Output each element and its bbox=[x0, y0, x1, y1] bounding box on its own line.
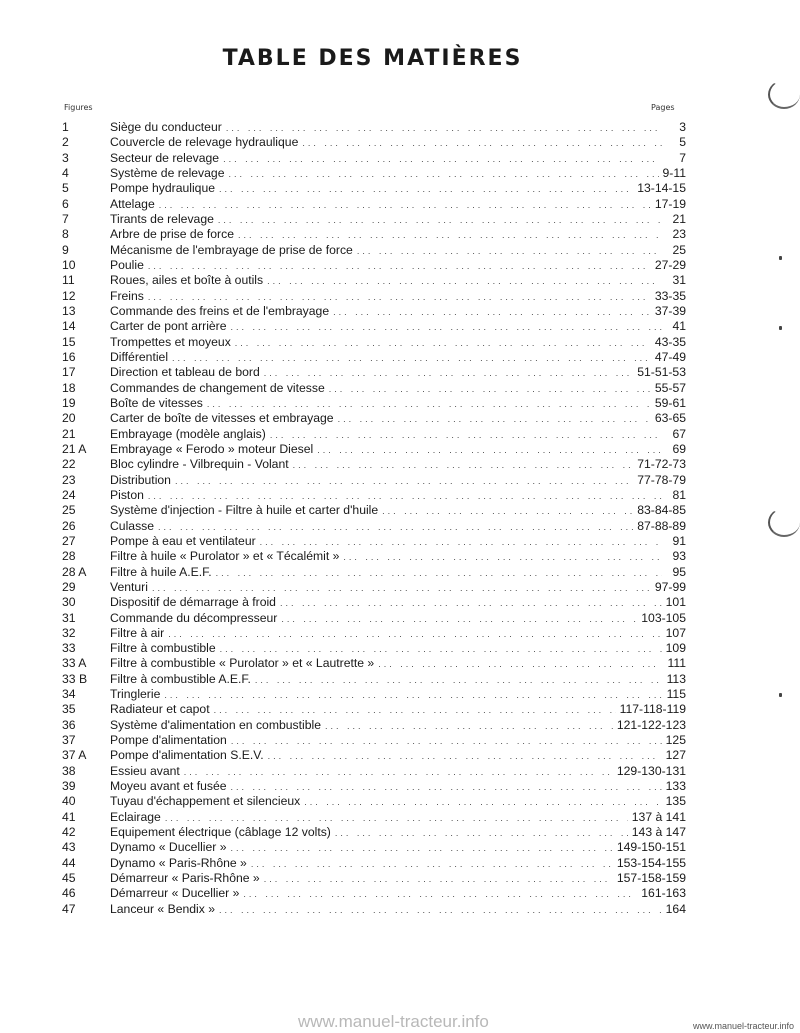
dot-leader bbox=[226, 121, 662, 136]
dot-leader bbox=[268, 749, 662, 764]
dot-leader bbox=[164, 688, 662, 703]
figures-column-header: Figures bbox=[64, 103, 93, 112]
page-number: 107 bbox=[665, 625, 686, 640]
page-number: 111 bbox=[667, 656, 686, 671]
figure-number: 46 bbox=[62, 886, 76, 901]
dot-leader bbox=[214, 703, 616, 718]
dot-leader bbox=[260, 535, 662, 550]
toc-row bbox=[62, 473, 686, 488]
entry-label: Embrayage « Ferodo » moteur Diesel bbox=[110, 441, 314, 456]
toc-row bbox=[62, 886, 686, 901]
page-number: 25 bbox=[672, 242, 686, 257]
figure-number: 34 bbox=[62, 687, 76, 702]
toc-row bbox=[62, 871, 686, 886]
figure-number: 45 bbox=[62, 871, 76, 886]
figure-number: 35 bbox=[62, 702, 76, 717]
toc-row bbox=[62, 856, 686, 871]
page-number: 113 bbox=[666, 671, 686, 686]
toc-row bbox=[62, 243, 686, 258]
figure-number: 28 bbox=[62, 549, 76, 564]
figure-number: 21 bbox=[62, 426, 76, 441]
dot-leader bbox=[152, 581, 651, 596]
figure-number: 7 bbox=[62, 211, 69, 226]
footer-url: www.manuel-tracteur.info bbox=[692, 1021, 794, 1031]
page-number: 41 bbox=[672, 319, 686, 334]
figure-number: 33 B bbox=[62, 671, 88, 686]
entry-label: Commande du décompresseur bbox=[110, 610, 278, 625]
entry-label: Trompettes et moyeux bbox=[110, 334, 231, 349]
figure-number: 37 bbox=[62, 733, 76, 748]
entry-label: Filtre à combustible bbox=[110, 641, 216, 656]
figure-number: 25 bbox=[62, 503, 76, 518]
page-number: 43-35 bbox=[654, 334, 686, 349]
figure-number: 23 bbox=[62, 472, 76, 487]
page-number: 63-65 bbox=[654, 411, 686, 426]
toc-row bbox=[62, 335, 686, 350]
figure-number: 20 bbox=[62, 411, 76, 426]
pages-column-header: Pages bbox=[651, 103, 675, 112]
toc-row bbox=[62, 672, 686, 687]
toc-row bbox=[62, 273, 686, 288]
entry-label: Equipement électrique (câblage 12 volts) bbox=[110, 825, 331, 840]
watermark: www.manuel-tracteur.info bbox=[298, 1012, 489, 1031]
entry-label: Arbre de prise de force bbox=[110, 227, 234, 242]
figure-number: 47 bbox=[62, 901, 76, 916]
toc-row bbox=[62, 503, 686, 518]
entry-label: Filtre à combustible « Purolator » et « Lautrette » bbox=[110, 656, 375, 671]
page-number: 109 bbox=[665, 641, 686, 656]
toc-row bbox=[62, 151, 686, 166]
entry-label: Tuyau d'échappement et silencieux bbox=[110, 794, 301, 809]
figure-number: 26 bbox=[62, 518, 76, 533]
entry-label: Carter de boîte de vitesses et embrayage bbox=[110, 411, 334, 426]
page-title: TABLE DES MATIÈRES bbox=[222, 46, 523, 71]
figure-number: 19 bbox=[62, 395, 76, 410]
page-number: 9-11 bbox=[662, 165, 686, 180]
figure-number: 24 bbox=[62, 487, 76, 502]
entry-label: Venturi bbox=[110, 579, 148, 594]
entry-label: Direction et tableau de bord bbox=[110, 365, 260, 380]
figure-number: 37 A bbox=[62, 748, 87, 763]
toc-row bbox=[62, 457, 686, 472]
toc-row bbox=[62, 442, 686, 457]
page-number: 117-118-119 bbox=[619, 702, 686, 717]
toc-row bbox=[62, 549, 686, 564]
page-number: 161-163 bbox=[641, 886, 686, 901]
dot-leader bbox=[335, 826, 628, 841]
toc-row bbox=[62, 197, 686, 212]
dot-leader bbox=[223, 152, 662, 167]
page-number: 23 bbox=[672, 227, 686, 242]
page-number: 153-154-155 bbox=[616, 855, 686, 870]
entry-label: Différentiel bbox=[110, 349, 169, 364]
figure-number: 12 bbox=[62, 288, 76, 303]
entry-label: Démarreur « Ducellier » bbox=[110, 886, 240, 901]
toc-row bbox=[62, 181, 686, 196]
dot-leader bbox=[251, 857, 613, 872]
entry-label: Commandes de changement de vitesse bbox=[110, 380, 325, 395]
page-number: 77-78-79 bbox=[637, 472, 686, 487]
figure-number: 33 A bbox=[62, 656, 87, 671]
entry-label: Freins bbox=[110, 288, 144, 303]
toc-row bbox=[62, 534, 686, 549]
toc-row bbox=[62, 825, 686, 840]
entry-label: Filtre à huile « Purolator » et « Técalémit » bbox=[110, 549, 340, 564]
entry-label: Moyeu avant et fusée bbox=[110, 779, 227, 794]
toc-row bbox=[62, 611, 686, 626]
dot-leader bbox=[238, 228, 662, 243]
figure-number: 1 bbox=[62, 120, 69, 134]
page-number: 27-29 bbox=[654, 257, 686, 272]
dot-leader bbox=[148, 259, 651, 274]
dot-leader bbox=[184, 765, 613, 780]
binder-hole bbox=[768, 508, 800, 537]
dot-leader bbox=[231, 841, 613, 856]
figure-number: 27 bbox=[62, 533, 76, 548]
entry-label: Tringlerie bbox=[110, 687, 161, 702]
dot-leader bbox=[333, 305, 651, 320]
figure-number: 41 bbox=[62, 809, 76, 824]
dot-leader bbox=[165, 811, 628, 826]
page-number: 91 bbox=[672, 533, 686, 548]
page-number: 7 bbox=[679, 150, 686, 165]
entry-label: Culasse bbox=[110, 518, 155, 533]
entry-label: Pompe hydraulique bbox=[110, 181, 216, 196]
entry-label: Commande des freins et de l'embrayage bbox=[110, 303, 330, 318]
figure-number: 21 A bbox=[62, 441, 87, 456]
page-number: 21 bbox=[672, 211, 686, 226]
toc-row bbox=[62, 120, 686, 135]
page-number: 13-14-15 bbox=[637, 181, 686, 196]
page-number: 81 bbox=[672, 487, 686, 502]
page-number: 67 bbox=[672, 426, 686, 441]
figure-number: 15 bbox=[62, 334, 76, 349]
entry-label: Secteur de relevage bbox=[110, 150, 220, 165]
dot-leader bbox=[168, 627, 661, 642]
entry-label: Mécanisme de l'embrayage de prise de force bbox=[110, 242, 353, 257]
dot-leader bbox=[270, 428, 662, 443]
figure-number: 42 bbox=[62, 825, 76, 840]
dot-leader bbox=[255, 673, 662, 688]
page-number: 5 bbox=[679, 135, 686, 150]
toc-row bbox=[62, 810, 686, 825]
toc-row bbox=[62, 381, 686, 396]
entry-label: Siège du conducteur bbox=[110, 120, 222, 134]
figure-number: 43 bbox=[62, 840, 76, 855]
page-number: 137 à 141 bbox=[631, 809, 686, 824]
entry-label: Poulie bbox=[110, 257, 144, 272]
dot-leader bbox=[264, 366, 633, 381]
entry-label: Filtre à combustible A.E.F. bbox=[110, 671, 251, 686]
toc-row bbox=[62, 411, 686, 426]
toc-row bbox=[62, 626, 686, 641]
dot-leader bbox=[317, 443, 662, 458]
figure-number: 22 bbox=[62, 457, 76, 472]
figure-number: 11 bbox=[62, 273, 75, 288]
dot-leader bbox=[304, 795, 661, 810]
toc-row bbox=[62, 595, 686, 610]
entry-label: Démarreur « Paris-Rhône » bbox=[110, 871, 260, 886]
figure-number: 32 bbox=[62, 625, 76, 640]
entry-label: Couvercle de relevage hydraulique bbox=[110, 135, 299, 150]
dot-leader bbox=[243, 887, 637, 902]
entry-label: Attelage bbox=[110, 196, 155, 211]
page-number: 127 bbox=[665, 748, 686, 763]
dot-leader bbox=[267, 274, 662, 289]
figure-number: 30 bbox=[62, 595, 76, 610]
figure-number: 9 bbox=[62, 242, 69, 257]
entry-label: Tirants de relevage bbox=[110, 211, 214, 226]
dot-leader bbox=[302, 136, 662, 151]
toc-row bbox=[62, 304, 686, 319]
dot-leader bbox=[378, 657, 662, 672]
page-number: 83-84-85 bbox=[637, 503, 686, 518]
dot-leader bbox=[343, 550, 662, 565]
dot-leader bbox=[172, 351, 651, 366]
page-number: 157-158-159 bbox=[616, 871, 686, 886]
page-number: 95 bbox=[672, 564, 686, 579]
figure-number: 17 bbox=[62, 365, 76, 380]
toc-row bbox=[62, 319, 686, 334]
toc-row bbox=[62, 350, 686, 365]
toc-row bbox=[62, 733, 686, 748]
page-number: 51-51-53 bbox=[637, 365, 686, 380]
page-number: 17-19 bbox=[654, 196, 686, 211]
dot-leader bbox=[219, 182, 633, 197]
entry-label: Filtre à air bbox=[110, 625, 165, 640]
entry-label: Piston bbox=[110, 487, 144, 502]
dot-leader bbox=[219, 903, 662, 918]
dot-leader bbox=[158, 520, 633, 535]
figure-number: 14 bbox=[62, 319, 76, 334]
binder-hole bbox=[768, 80, 800, 109]
figure-number: 39 bbox=[62, 779, 76, 794]
page-number: 37-39 bbox=[654, 303, 686, 318]
entry-label: Dynamo « Ducellier » bbox=[110, 840, 227, 855]
dot-leader bbox=[329, 382, 651, 397]
page-number: 71-72-73 bbox=[637, 457, 686, 472]
page-number: 93 bbox=[672, 549, 686, 564]
page-number: 31 bbox=[672, 273, 686, 288]
page-number: 69 bbox=[672, 441, 686, 456]
entry-label: Dynamo « Paris-Rhône » bbox=[110, 855, 247, 870]
figure-number: 28 A bbox=[62, 564, 87, 579]
toc-row bbox=[62, 764, 686, 779]
entry-label: Radiateur et capot bbox=[110, 702, 210, 717]
table-of-contents bbox=[62, 120, 686, 917]
figure-number: 4 bbox=[62, 165, 69, 180]
page-number: 143 à 147 bbox=[631, 825, 686, 840]
figure-number: 3 bbox=[62, 150, 69, 165]
figure-number: 33 bbox=[62, 641, 76, 656]
figure-number: 6 bbox=[62, 196, 69, 211]
page-number: 55-57 bbox=[654, 380, 686, 395]
dot-leader bbox=[280, 596, 662, 611]
toc-row bbox=[62, 396, 686, 411]
toc-row bbox=[62, 656, 686, 671]
entry-label: Carter de pont arrière bbox=[110, 319, 227, 334]
toc-row bbox=[62, 748, 686, 763]
toc-row bbox=[62, 519, 686, 534]
dot-leader bbox=[231, 780, 662, 795]
dot-leader bbox=[175, 474, 633, 489]
entry-label: Pompe d'alimentation S.E.V. bbox=[110, 748, 264, 763]
toc-row bbox=[62, 365, 686, 380]
figure-number: 44 bbox=[62, 855, 76, 870]
entry-label: Système de relevage bbox=[110, 165, 225, 180]
entry-label: Eclairage bbox=[110, 809, 161, 824]
entry-label: Embrayage (modèle anglais) bbox=[110, 426, 266, 441]
margin-mark bbox=[779, 326, 782, 330]
dot-leader bbox=[338, 412, 651, 427]
toc-row bbox=[62, 488, 686, 503]
toc-row bbox=[62, 794, 686, 809]
toc-row bbox=[62, 641, 686, 656]
figure-number: 36 bbox=[62, 717, 76, 732]
page-number: 103-105 bbox=[641, 610, 686, 625]
toc-row bbox=[62, 289, 686, 304]
entry-label: Roues, ailes et boîte à outils bbox=[110, 273, 264, 288]
toc-row bbox=[62, 258, 686, 273]
figure-number: 5 bbox=[62, 181, 69, 196]
entry-label: Pompe d'alimentation bbox=[110, 733, 227, 748]
page-number: 115 bbox=[666, 687, 686, 702]
page-number: 59-61 bbox=[654, 395, 686, 410]
toc-row bbox=[62, 427, 686, 442]
dot-leader bbox=[231, 320, 662, 335]
toc-row bbox=[62, 580, 686, 595]
dot-leader bbox=[159, 198, 651, 213]
page-number: 101 bbox=[665, 595, 686, 610]
page-number: 47-49 bbox=[654, 349, 686, 364]
toc-row bbox=[62, 565, 686, 580]
toc-row bbox=[62, 166, 686, 181]
dot-leader bbox=[231, 734, 662, 749]
page-number: 121-122-123 bbox=[616, 717, 686, 732]
page-number: 133 bbox=[665, 779, 686, 794]
dot-leader bbox=[281, 612, 637, 627]
margin-mark bbox=[779, 693, 782, 697]
page-number: 149-150-151 bbox=[616, 840, 686, 855]
figure-number: 29 bbox=[62, 579, 76, 594]
figure-number: 31 bbox=[62, 610, 76, 625]
page-number: 87-88-89 bbox=[637, 518, 686, 533]
figure-number: 40 bbox=[62, 794, 76, 809]
dot-leader bbox=[293, 458, 634, 473]
page-number: 125 bbox=[665, 733, 686, 748]
dot-leader bbox=[382, 504, 633, 519]
dot-leader bbox=[220, 642, 662, 657]
page-number: 164 bbox=[665, 901, 686, 916]
page-number: 33-35 bbox=[654, 288, 686, 303]
entry-label: Système d'alimentation en combustible bbox=[110, 717, 321, 732]
figure-number: 13 bbox=[62, 303, 76, 318]
dot-leader bbox=[207, 397, 651, 412]
toc-row bbox=[62, 840, 686, 855]
page-number: 129-130-131 bbox=[616, 763, 686, 778]
toc-row bbox=[62, 718, 686, 733]
dot-leader bbox=[229, 167, 659, 182]
toc-row bbox=[62, 779, 686, 794]
figure-number: 18 bbox=[62, 380, 76, 395]
entry-label: Système d'injection - Filtre à huile et carter d'huile bbox=[110, 503, 379, 518]
toc-row bbox=[62, 702, 686, 717]
entry-label: Distribution bbox=[110, 472, 171, 487]
dot-leader bbox=[357, 244, 662, 259]
entry-label: Essieu avant bbox=[110, 763, 180, 778]
toc-row bbox=[62, 135, 686, 150]
toc-row bbox=[62, 902, 686, 917]
page-number: 3 bbox=[679, 120, 686, 134]
figure-number: 2 bbox=[62, 135, 69, 150]
entry-label: Boîte de vitesses bbox=[110, 395, 203, 410]
dot-leader bbox=[218, 213, 662, 228]
figure-number: 8 bbox=[62, 227, 69, 242]
entry-label: Dispositif de démarrage à froid bbox=[110, 595, 276, 610]
toc-row bbox=[62, 227, 686, 242]
figure-number: 38 bbox=[62, 763, 76, 778]
dot-leader bbox=[148, 489, 662, 504]
entry-label: Filtre à huile A.E.F. bbox=[110, 564, 212, 579]
page-number: 135 bbox=[665, 794, 686, 809]
dot-leader bbox=[148, 290, 651, 305]
toc-row bbox=[62, 212, 686, 227]
figure-number: 10 bbox=[62, 257, 76, 272]
dot-leader bbox=[325, 719, 613, 734]
entry-label: Lanceur « Bendix » bbox=[110, 901, 216, 916]
figure-number: 16 bbox=[62, 349, 76, 364]
toc-row bbox=[62, 687, 686, 702]
page-number: 97-99 bbox=[654, 579, 686, 594]
dot-leader bbox=[216, 566, 662, 581]
dot-leader bbox=[264, 872, 613, 887]
entry-label: Bloc cylindre - Vilbrequin - Volant bbox=[110, 457, 289, 472]
dot-leader bbox=[235, 336, 651, 351]
margin-mark bbox=[779, 256, 782, 260]
entry-label: Pompe à eau et ventilateur bbox=[110, 533, 256, 548]
